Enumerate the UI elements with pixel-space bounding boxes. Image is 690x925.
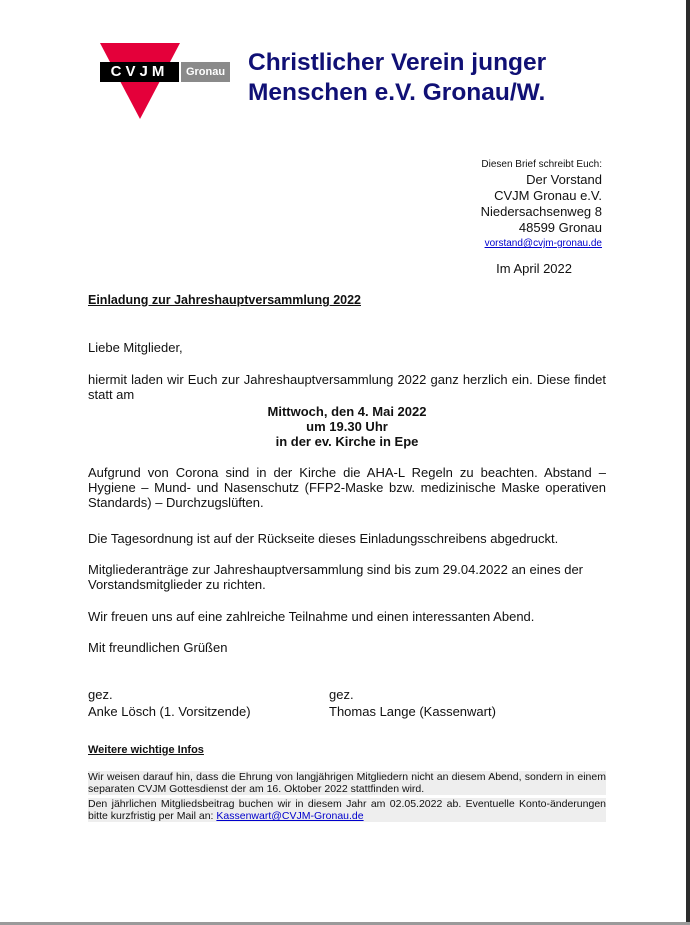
kassenwart-email-link[interactable]: Kassenwart@CVJM-Gronau.de (216, 810, 364, 822)
event-time: um 19.30 Uhr (306, 419, 388, 434)
event-details (88, 404, 606, 449)
cvjm-triangle-icon (100, 43, 180, 121)
sender-line-4: 48599 Gronau (518, 220, 602, 235)
letterhead-title (248, 48, 668, 108)
closing: Mit freundlichen Grüßen (88, 640, 228, 655)
signature-2-gez: gez. (329, 687, 354, 702)
letter-subject: Einladung zur Jahreshauptversammlung 2022 (88, 293, 361, 307)
paragraph-corona: Aufgrund von Corona sind in der Kirche die AHA-L Regeln zu beachten. Abstand – Hygiene – Mund- und Nasenschutz (FFP2-Maske bzw. medizinische Maske operativen Standards) – Durchzugslüften. (88, 465, 606, 510)
paragraph-thanks: Wir freuen uns auf eine zahlreiche Teilnahme und einen interessanten Abend. (88, 609, 535, 624)
sender-block (430, 157, 602, 252)
window-edge-right (686, 0, 690, 925)
info-paragraph-1: Wir weisen darauf hin, dass die Ehrung von langjährigen Mitgliedern nicht an diesem Abend, sondern in einem separaten CVJM Gottesdienst der am 16. Oktober 2022 stattfinden wird. (88, 771, 606, 795)
cvjm-logo (100, 43, 230, 121)
title-line-1: Christlicher Verein junger (248, 49, 547, 76)
title-line-2: Menschen e.V. Gronau/W. (248, 79, 546, 106)
info-paragraph-2-text: Den jährlichen Mitgliedsbeitrag buchen wir in diesem Jahr am 02.05.2022 ab. Eventuelle Konto-änderungen bitte kurzfristig per Mail an: (88, 798, 606, 822)
signature-1 (88, 686, 251, 720)
sender-line-2: CVJM Gronau e.V. (494, 188, 602, 203)
event-date: Mittwoch, den 4. Mai 2022 (267, 404, 427, 419)
info-paragraph-2 (88, 798, 606, 822)
letter-date: Im April 2022 (496, 261, 572, 276)
event-place: in der ev. Kirche in Epe (275, 434, 419, 449)
signature-2-name: Thomas Lange (Kassenwart) (329, 704, 496, 719)
logo-cvjm-text: CVJM (100, 62, 179, 82)
paragraph-agenda: Die Tagesordnung ist auf der Rückseite dieses Einladungsschreibens abgedruckt. (88, 531, 559, 546)
salutation: Liebe Mitglieder, (88, 340, 183, 355)
signature-1-name: Anke Lösch (1. Vorsitzende) (88, 704, 251, 719)
signature-1-gez: gez. (88, 687, 113, 702)
paragraph-motions: Mitgliederanträge zur Jahreshauptversammlung sind bis zum 29.04.2022 an eines der Vorstandsmitglieder zu richten. (88, 562, 584, 592)
sender-line-3: Niedersachsenweg 8 (480, 204, 602, 219)
info-heading: Weitere wichtige Infos (88, 744, 204, 756)
sender-line-1: Der Vorstand (526, 172, 602, 187)
paragraph-invitation: hiermit laden wir Euch zur Jahreshauptversammlung 2022 ganz herzlich ein. Diese findet statt am (88, 372, 606, 402)
sender-email-link[interactable]: vorstand@cvjm-gronau.de (484, 238, 602, 249)
sender-intro: Diesen Brief schreibt Euch: (481, 159, 602, 170)
signature-2 (329, 686, 496, 720)
logo-gronau-text: Gronau (181, 62, 230, 82)
